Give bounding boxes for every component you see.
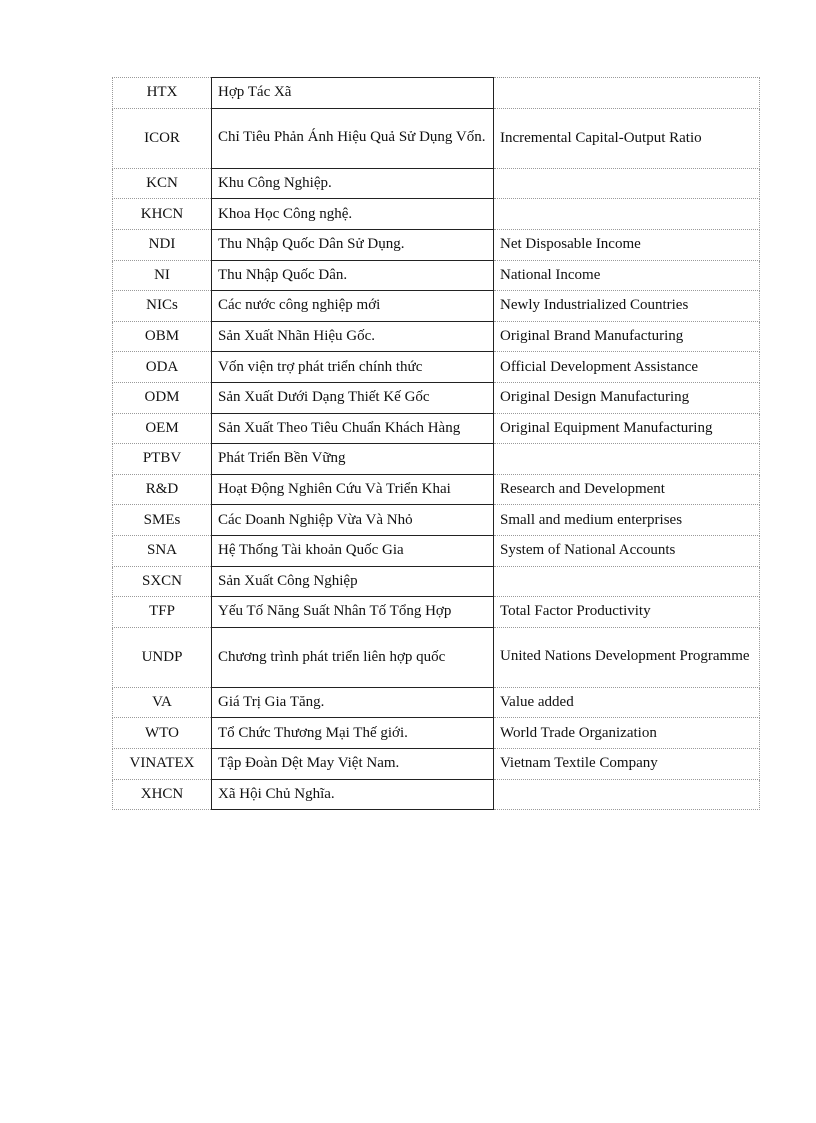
- abbreviation-cell: WTO: [113, 718, 212, 749]
- vietnamese-meaning-cell: Sản Xuất Dưới Dạng Thiết Kế Gốc: [212, 382, 494, 413]
- vietnamese-meaning-cell: Sản Xuất Theo Tiêu Chuẩn Khách Hàng: [212, 413, 494, 444]
- vietnamese-meaning-cell: Yếu Tố Năng Suất Nhân Tố Tổng Hợp: [212, 597, 494, 628]
- abbreviation-cell: HTX: [113, 78, 212, 109]
- table-row: [113, 505, 760, 536]
- table-row: [113, 749, 760, 780]
- table-row: [113, 687, 760, 718]
- vietnamese-meaning-cell: Phát Triển Bền Vững: [212, 444, 494, 475]
- table-row: [113, 229, 760, 260]
- english-meaning-cell: Value added: [494, 687, 760, 718]
- abbreviation-cell: ODA: [113, 352, 212, 383]
- abbreviation-cell: KCN: [113, 168, 212, 199]
- abbreviation-table: [112, 77, 760, 810]
- vietnamese-meaning-cell: Xã Hội Chủ Nghĩa.: [212, 779, 494, 810]
- abbreviation-table-body: [113, 78, 760, 810]
- vietnamese-meaning-cell: Hệ Thống Tài khoản Quốc Gia: [212, 535, 494, 566]
- abbreviation-cell: VINATEX: [113, 749, 212, 780]
- table-row: [113, 199, 760, 230]
- english-meaning-cell: System of National Accounts: [494, 535, 760, 566]
- vietnamese-meaning-cell: Chỉ Tiêu Phản Ánh Hiệu Quả Sử Dụng Vốn.: [212, 108, 494, 168]
- table-row: [113, 260, 760, 291]
- abbreviation-cell: OBM: [113, 321, 212, 352]
- vietnamese-meaning-cell: Sản Xuất Nhãn Hiệu Gốc.: [212, 321, 494, 352]
- english-meaning-cell: Vietnam Textile Company: [494, 749, 760, 780]
- table-row: [113, 535, 760, 566]
- table-row: [113, 321, 760, 352]
- abbreviation-cell: NICs: [113, 291, 212, 322]
- table-row: [113, 352, 760, 383]
- abbreviation-cell: PTBV: [113, 444, 212, 475]
- table-row: [113, 627, 760, 687]
- abbreviation-cell: KHCN: [113, 199, 212, 230]
- vietnamese-meaning-cell: Thu Nhập Quốc Dân.: [212, 260, 494, 291]
- abbreviation-cell: SXCN: [113, 566, 212, 597]
- table-row: [113, 444, 760, 475]
- abbreviation-cell: XHCN: [113, 779, 212, 810]
- table-row: [113, 566, 760, 597]
- english-meaning-cell: Small and medium enterprises: [494, 505, 760, 536]
- vietnamese-meaning-cell: Thu Nhập Quốc Dân Sử Dụng.: [212, 229, 494, 260]
- english-meaning-cell: National Income: [494, 260, 760, 291]
- table-row: [113, 597, 760, 628]
- english-meaning-cell: United Nations Development Programme: [494, 627, 760, 687]
- abbreviation-cell: NDI: [113, 229, 212, 260]
- abbreviation-cell: TFP: [113, 597, 212, 628]
- vietnamese-meaning-cell: Các nước công nghiệp mới: [212, 291, 494, 322]
- english-meaning-cell: Newly Industrialized Countries: [494, 291, 760, 322]
- abbreviation-cell: ODM: [113, 382, 212, 413]
- vietnamese-meaning-cell: Chương trình phát triển liên hợp quốc: [212, 627, 494, 687]
- abbreviation-cell: OEM: [113, 413, 212, 444]
- vietnamese-meaning-cell: Vốn viện trợ phát triển chính thức: [212, 352, 494, 383]
- english-meaning-cell: Official Development Assistance: [494, 352, 760, 383]
- table-row: [113, 382, 760, 413]
- table-row: [113, 108, 760, 168]
- table-row: [113, 168, 760, 199]
- english-meaning-cell: World Trade Organization: [494, 718, 760, 749]
- english-meaning-cell: [494, 444, 760, 475]
- english-meaning-cell: Original Equipment Manufacturing: [494, 413, 760, 444]
- abbreviation-cell: SMEs: [113, 505, 212, 536]
- table-row: [113, 474, 760, 505]
- abbreviation-cell: VA: [113, 687, 212, 718]
- english-meaning-cell: [494, 199, 760, 230]
- abbreviation-cell: SNA: [113, 535, 212, 566]
- vietnamese-meaning-cell: Tập Đoàn Dệt May Việt Nam.: [212, 749, 494, 780]
- vietnamese-meaning-cell: Hợp Tác Xã: [212, 78, 494, 109]
- abbreviation-cell: ICOR: [113, 108, 212, 168]
- vietnamese-meaning-cell: Giá Trị Gia Tăng.: [212, 687, 494, 718]
- english-meaning-cell: [494, 566, 760, 597]
- table-row: [113, 413, 760, 444]
- vietnamese-meaning-cell: Hoạt Động Nghiên Cứu Và Triển Khai: [212, 474, 494, 505]
- english-meaning-cell: Original Design Manufacturing: [494, 382, 760, 413]
- abbreviation-cell: NI: [113, 260, 212, 291]
- vietnamese-meaning-cell: Các Doanh Nghiệp Vừa Và Nhỏ: [212, 505, 494, 536]
- english-meaning-cell: Original Brand Manufacturing: [494, 321, 760, 352]
- vietnamese-meaning-cell: Tổ Chức Thương Mại Thế giới.: [212, 718, 494, 749]
- english-meaning-cell: Total Factor Productivity: [494, 597, 760, 628]
- english-meaning-cell: [494, 78, 760, 109]
- table-row: [113, 78, 760, 109]
- table-row: [113, 718, 760, 749]
- abbreviation-cell: R&D: [113, 474, 212, 505]
- english-meaning-cell: [494, 168, 760, 199]
- vietnamese-meaning-cell: Khoa Học Công nghệ.: [212, 199, 494, 230]
- english-meaning-cell: Research and Development: [494, 474, 760, 505]
- table-row: [113, 779, 760, 810]
- vietnamese-meaning-cell: Sản Xuất Công Nghiệp: [212, 566, 494, 597]
- english-meaning-cell: Net Disposable Income: [494, 229, 760, 260]
- abbreviation-cell: UNDP: [113, 627, 212, 687]
- english-meaning-cell: [494, 779, 760, 810]
- english-meaning-cell: Incremental Capital-Output Ratio: [494, 108, 760, 168]
- table-row: [113, 291, 760, 322]
- vietnamese-meaning-cell: Khu Công Nghiệp.: [212, 168, 494, 199]
